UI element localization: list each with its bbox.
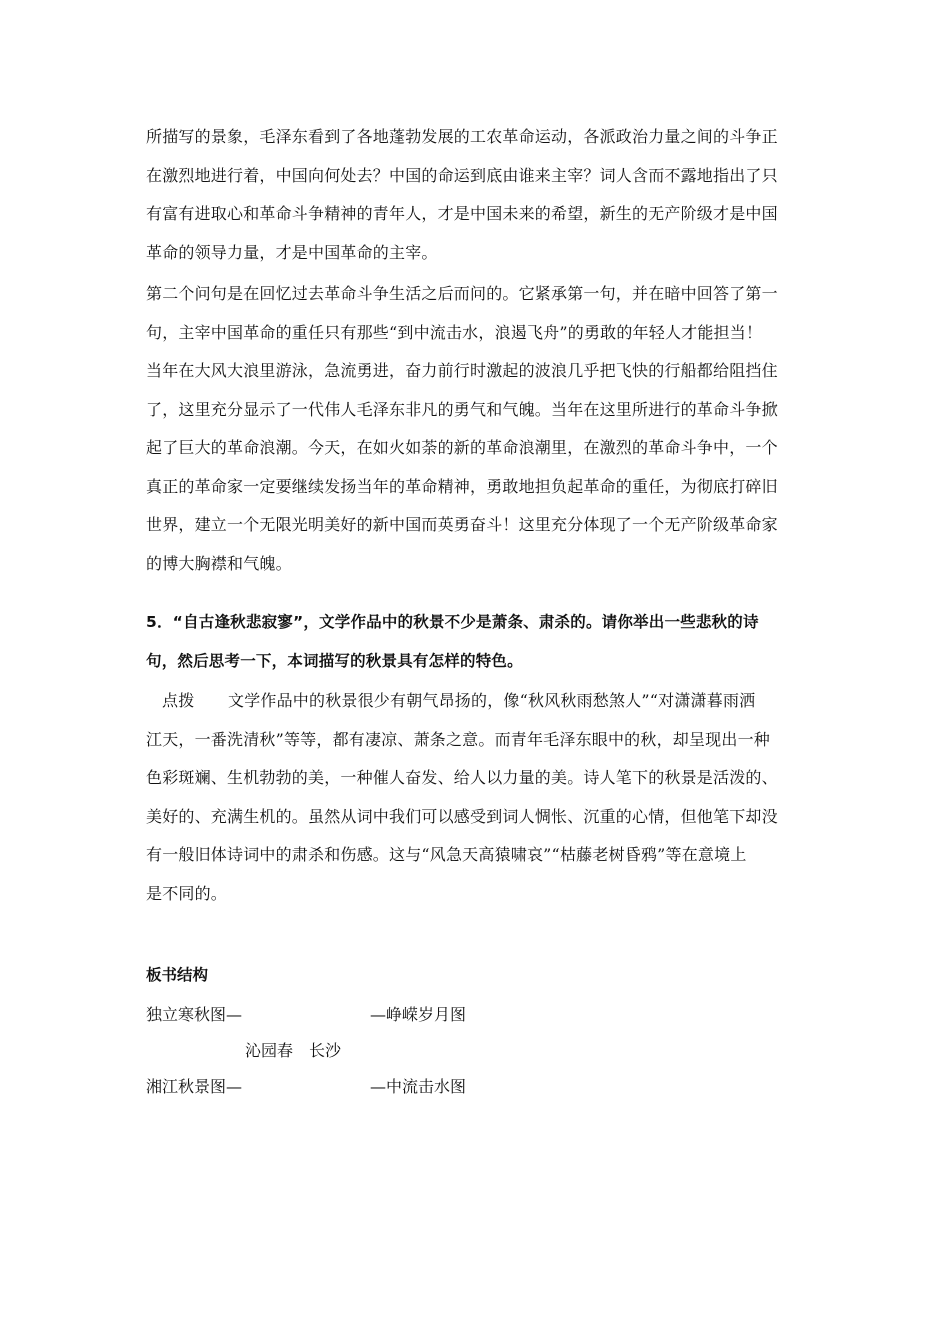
blackboard-left-bottom: 湘江秋景图— xyxy=(146,1077,243,1096)
blackboard-right-top: —峥嵘岁月图 xyxy=(370,1005,467,1024)
text-line: 第二个问句是在回忆过去革命斗争生活之后而问的。它紧承第一句，并在暗中回答了第一 xyxy=(146,284,778,303)
hint-first-text: 文学作品中的秋景很少有朝气昂扬的，像“秋风秋雨愁煞人”“对潇潇暮雨洒 xyxy=(228,691,756,710)
text-line: 真正的革命家一定要继续发扬当年的革命精神，勇敢地担负起革命的重任，为彻底打碎旧 xyxy=(146,476,778,496)
text-line: 美好的、充满生机的。虽然从词中我们可以感受到词人惆怅、沉重的心情，但他笔下却没 xyxy=(146,806,778,826)
hint-paragraph xyxy=(146,682,806,913)
text-line: 江天，一番洗清秋”等等，都有凄凉、萧条之意。而青年毛泽东眼中的秋，却呈现出一种 xyxy=(146,729,770,749)
blackboard-left-top: 独立寒秋图— xyxy=(146,1005,243,1024)
hint-label: 点拨 xyxy=(162,691,195,710)
text-line: 在激烈地进行着，中国向何处去？中国的命运到底由谁来主宰？词人含而不露地指出了只 xyxy=(146,165,778,185)
text-line: 句，主宰中国革命的重任只有那些“到中流击水，浪遏飞舟”的勇敢的年轻人才能担当！ xyxy=(146,322,763,342)
text-line: 世界，建立一个无限光明美好的新中国而英勇奋斗！这里充分体现了一个无产阶级革命家 xyxy=(146,515,778,534)
text-line: 的博大胸襟和气魄。 xyxy=(146,553,292,573)
text-line: 革命的领导力量，才是中国革命的主宰。 xyxy=(146,242,438,262)
text-line: 起了巨大的革命浪潮。今天，在如火如荼的新的革命浪潮里，在激烈的革命斗争中，一个 xyxy=(146,438,778,457)
text-line: 色彩斑斓、生机勃勃的美，一种催人奋发、给人以力量的美。诗人笔下的秋景是活泼的、 xyxy=(146,768,778,787)
text-line: 是不同的。 xyxy=(146,883,228,903)
blackboard-center-title: 沁园春 长沙 xyxy=(245,1041,342,1060)
text-line: 有一般旧体诗词中的肃杀和伤感。这与“风急天高猿啸哀”“枯藤老树昏鸦”等在意境上 xyxy=(146,845,747,864)
paragraph-analysis-first-question xyxy=(146,118,806,272)
blackboard-right-bottom: —中流击水图 xyxy=(370,1077,467,1096)
text-line: 有富有进取心和革命斗争精神的青年人，才是中国未来的希望，新生的无产阶级才是中国 xyxy=(146,204,778,223)
text-line: 所描写的景象，毛泽东看到了各地蓬勃发展的工农革命运动，各派政治力量之间的斗争正 xyxy=(146,127,778,146)
question-line: 5．“自古逢秋悲寂寥”，文学作品中的秋景不少是萧条、肃杀的。请你举出一些悲秋的诗 xyxy=(146,613,759,631)
text-line: 当年在大风大浪里游泳，急流勇进，奋力前行时激起的波浪几乎把飞快的行船都给阻挡住 xyxy=(146,361,778,380)
question-line: 句，然后思考一下，本词描写的秋景具有怎样的特色。 xyxy=(146,651,523,670)
hint-first-line xyxy=(146,682,806,721)
blackboard-heading: 板书结构 xyxy=(146,966,209,984)
question-5 xyxy=(146,603,806,680)
text-line: 了，这里充分显示了一代伟人毛泽东非凡的勇气和气魄。当年在这里所进行的革命斗争掀 xyxy=(146,399,778,419)
paragraph-analysis-second-question xyxy=(146,275,806,583)
